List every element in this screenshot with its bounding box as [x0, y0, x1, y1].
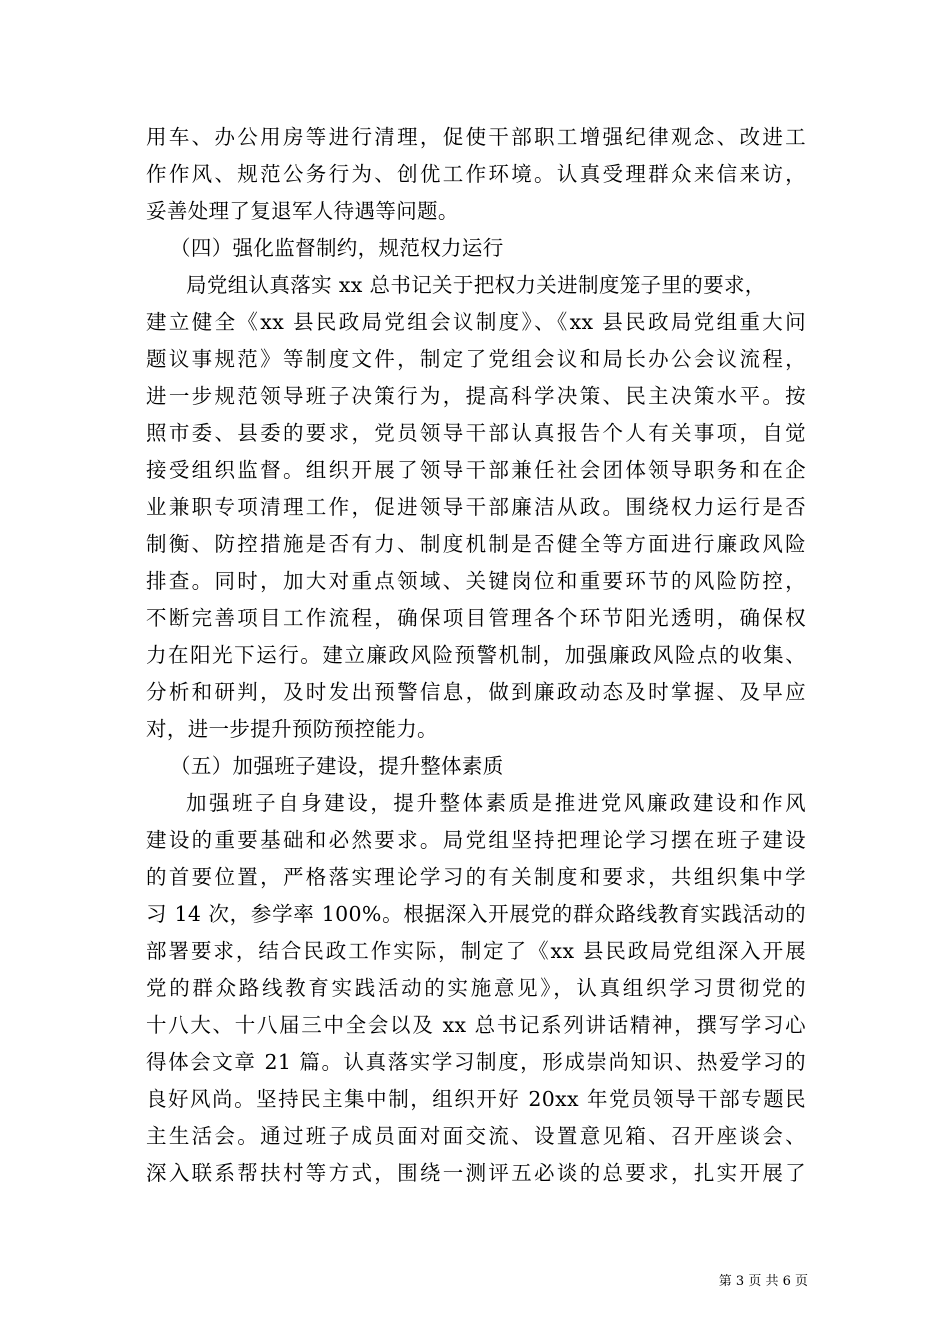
body-text-line: 党的群众路线教育实践活动的实施意见》，认真组织学习贯彻党的 — [146, 976, 806, 1000]
body-text-line: 良好风尚。坚持民主集中制，组织开好 20xx 年党员领导干部专题民 — [146, 1087, 806, 1111]
body-text-line: 主生活会。通过班子成员面对面交流、设置意见箱、召开座谈会、 — [146, 1124, 806, 1148]
body-text-line: 建立健全《xx 县民政局党组会议制度》、《xx 县民政局党组重大问 — [146, 310, 806, 334]
body-text-line: 业兼职专项清理工作，促进领导干部廉洁从政。围绕权力运行是否 — [146, 495, 806, 519]
body-text-line: 习 14 次，参学率 100%。根据深入开展党的群众路线教育实践活动的 — [146, 902, 806, 926]
body-text-line: 照市委、县委的要求，党员领导干部认真报告个人有关事项，自觉 — [146, 421, 806, 445]
body-text-line: 力在阳光下运行。建立廉政风险预警机制，加强廉政风险点的收集、 — [146, 643, 806, 667]
section-heading-4: （四）强化监督制约，规范权力运行 — [170, 236, 504, 260]
paragraph-first-line: 加强班子自身建设，提升整体素质是推进党风廉政建设和作风 — [186, 791, 806, 815]
body-text-line: 接受组织监督。组织开展了领导干部兼任社会团体领导职务和在企 — [146, 458, 806, 482]
body-text-line: 部署要求，结合民政工作实际，制定了《xx 县民政局党组深入开展 — [146, 939, 806, 963]
paragraph-first-line: 局党组认真落实 xx 总书记关于把权力关进制度笼子里的要求， — [186, 273, 766, 297]
body-text-line: 建设的重要基础和必然要求。局党组坚持把理论学习摆在班子建设 — [146, 828, 806, 852]
body-text-line: 深入联系帮扶村等方式，围绕一测评五必谈的总要求，扎实开展了 — [146, 1161, 806, 1185]
section-heading-5: （五）加强班子建设，提升整体素质 — [170, 754, 504, 778]
body-text-line: 分析和研判，及时发出预警信息，做到廉政动态及时掌握、及早应 — [146, 680, 806, 704]
body-text-line: 不断完善项目工作流程，确保项目管理各个环节阳光透明，确保权 — [146, 606, 806, 630]
body-text-line: 妥善处理了复退军人待遇等问题。 — [146, 199, 459, 223]
body-text-line: 制衡、防控措施是否有力、制度机制是否健全等方面进行廉政风险 — [146, 532, 806, 556]
body-text-line: 对，进一步提升预防预控能力。 — [146, 717, 438, 741]
body-text-line: 进一步规范领导班子决策行为，提高科学决策、民主决策水平。按 — [146, 384, 806, 408]
body-text-line: 的首要位置，严格落实理论学习的有关制度和要求，共组织集中学 — [146, 865, 806, 889]
body-text-line: 排查。同时，加大对重点领域、关键岗位和重要环节的风险防控， — [146, 569, 806, 593]
body-text-line: 用车、办公用房等进行清理，促使干部职工增强纪律观念、改进工 — [146, 125, 806, 149]
body-text-line: 题议事规范》等制度文件，制定了党组会议和局长办公会议流程， — [146, 347, 806, 371]
body-text-line: 作作风、规范公务行为、创优工作环境。认真受理群众来信来访， — [146, 162, 806, 186]
body-text-line: 十八大、十八届三中全会以及 xx 总书记系列讲话精神，撰写学习心 — [146, 1013, 806, 1037]
body-text-line: 得体会文章 21 篇。认真落实学习制度，形成崇尚知识、热爱学习的 — [146, 1050, 806, 1074]
page-number-footer: 第 3 页 共 6 页 — [718, 1274, 808, 1289]
